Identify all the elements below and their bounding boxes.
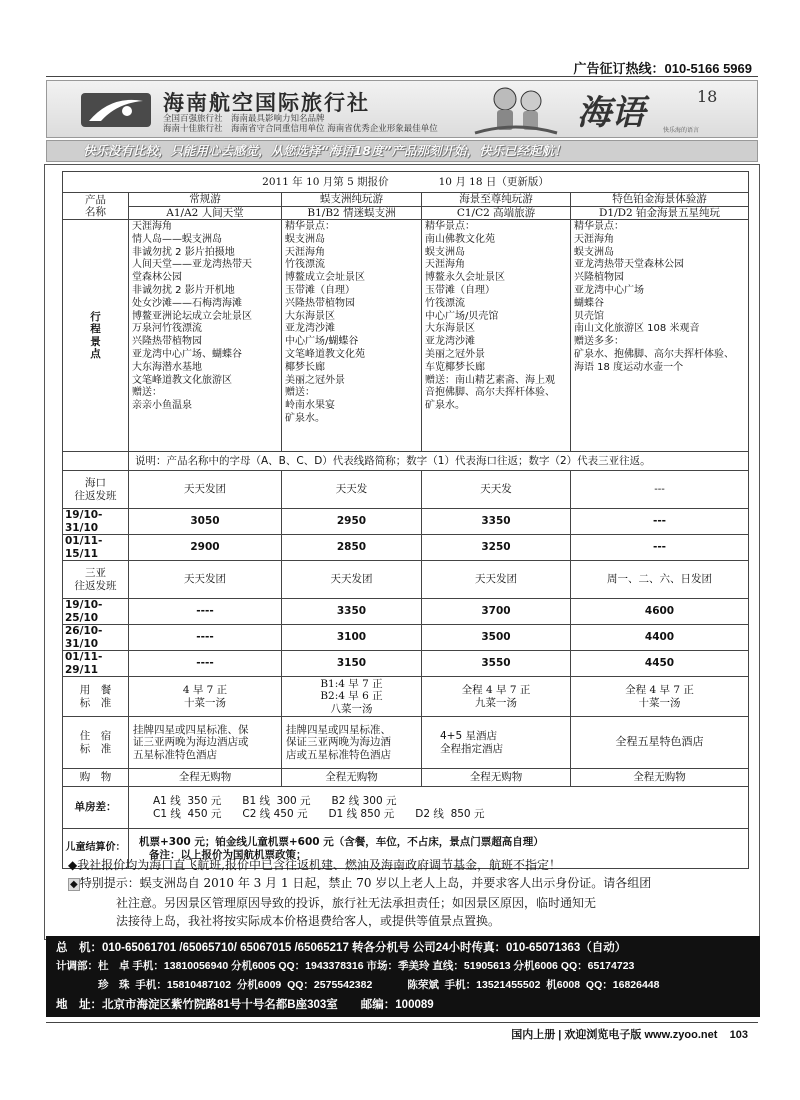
list-item: 兴隆植物园	[574, 272, 624, 284]
notice-special: ◆ 特别提示：蜈支洲岛自 2010 年 3 月 1 日起，禁止 70 岁以上老人上岛，并要求客人出示身份证。请各组团	[70, 876, 652, 890]
itinerary-d	[571, 220, 749, 452]
list-item: 矿泉水、抱佛脚、高尔夫挥杆体验、	[574, 348, 734, 360]
list-item: 博鳌永久会址景区	[425, 272, 505, 284]
product-name-a: A1/A2 人间天堂	[129, 206, 282, 220]
product-name-d: D1/D2 铂金海景五星纯玩	[571, 206, 749, 220]
mascot-kids-icon	[465, 83, 565, 137]
contact-switchboard: 总 机：010-65061701 /65065710/ 65067015 /65065217 转各分机号 公司24小时传真：010-65071363（自动）	[56, 942, 627, 954]
meal-c: 全程 4 早 7 正 九菜一汤	[422, 677, 571, 717]
list-item: 天涯海角	[285, 246, 325, 258]
list-item: 亲亲小鱼温泉	[132, 400, 192, 412]
table-row: 01/11-15/11 2900 2850 3250 ---	[63, 535, 749, 561]
list-item: 堂森林公园	[132, 272, 182, 284]
list-item: 赠送：	[285, 387, 315, 399]
list-item: 天涯海角	[132, 221, 172, 232]
list-item: 南山佛教文化苑	[425, 233, 495, 245]
haikou-schedule-b: 天天发	[282, 471, 422, 509]
table-row: 19/10-25/10 ---- 3350 3700 4600	[63, 599, 749, 625]
list-item: 海语 18 度运动水壶一个	[574, 361, 684, 373]
list-item: 椰梦长廊	[285, 361, 325, 373]
list-item: 亚龙湾中心广场、蝴蝶谷	[132, 348, 242, 360]
list-item: 赠送：	[132, 387, 162, 399]
category-b: 蜈支洲纯玩游	[282, 193, 422, 207]
list-item: 大东海景区	[425, 323, 475, 335]
footer-divider	[46, 1022, 758, 1023]
list-item: 玉带滩（自理）	[425, 284, 495, 296]
list-item: 兴隆热带植物园	[132, 336, 202, 348]
list-item: 竹筏漂流	[285, 259, 325, 271]
stay-b: 挂牌四星或四星标准、 保证三亚两晚为海边酒 店或五星标准特色酒店	[282, 717, 422, 769]
category-d: 特色铂金海景体验游	[571, 193, 749, 207]
sanya-schedule-a: 天天发团	[129, 561, 282, 599]
list-item: 亚龙湾沙滩	[285, 323, 335, 335]
list-item: 美丽之冠外景	[285, 374, 345, 386]
sanya-departure-label: 三亚 往返发班	[63, 561, 129, 599]
list-item: 美丽之冠外景	[425, 348, 485, 360]
list-item: 蜈支洲岛	[285, 233, 325, 245]
list-item: 矿泉水。	[425, 400, 465, 412]
agency-logo-icon	[81, 91, 155, 129]
table-title: 2011 年 10 月第 5 期报价 10 月 18 日（更新版）	[63, 172, 749, 193]
list-item: 蜈支洲岛	[574, 246, 614, 258]
list-item: 音抱佛脚、高尔夫挥杆体验、	[425, 387, 555, 399]
haiyu-logo-number: 18	[697, 87, 718, 106]
product-label: 产品 名称	[63, 193, 129, 220]
list-item: 中心广场/蝴蝶谷	[285, 336, 359, 348]
agency-honors: 全国百强旅行社 海南最具影响力知名品牌 海南十佳旅行社 海南省守合同重信用单位 海南省优秀企业形象最佳单位	[163, 114, 438, 134]
sanya-schedule-b: 天天发团	[282, 561, 422, 599]
shopping-c: 全程无购物	[422, 769, 571, 787]
single-supplement-label: 单房差：	[63, 787, 129, 829]
meal-b: B1:4 早 7 正 B2:4 早 6 正 八菜一汤	[282, 677, 422, 717]
list-item: 亚龙湾中心广场	[574, 284, 644, 296]
table-row: 19/10-31/10 3050 2950 3350 ---	[63, 509, 749, 535]
itinerary-b	[282, 220, 422, 452]
list-item: 精华景点：	[285, 221, 335, 232]
list-item: 情人岛——蜈支洲岛	[132, 233, 222, 245]
haikou-departure-label: 海口 往返发班	[63, 471, 129, 509]
stay-c: 4+5 星酒店 全程指定酒店	[422, 717, 571, 769]
notice-block	[68, 856, 748, 930]
sanya-schedule-d: 周一、二、六、日发团	[571, 561, 749, 599]
stay-a: 挂牌四星或四星标准、保 证三亚两晚为海边酒店或 五星标准特色酒店	[129, 717, 282, 769]
list-item: 岭南水果宴	[285, 400, 335, 412]
list-item: 文笔峰道教文化苑	[285, 348, 365, 360]
list-item: 竹筏漂流	[425, 297, 465, 309]
meal-a: 4 早 7 正 十菜一汤	[129, 677, 282, 717]
haikou-schedule-c: 天天发	[422, 471, 571, 509]
shopping-b: 全程无购物	[282, 769, 422, 787]
list-item: 天涯海角	[425, 259, 465, 271]
itinerary-c	[422, 220, 571, 452]
haikou-schedule-d: ---	[571, 471, 749, 509]
price-table	[62, 171, 749, 869]
list-item: 车览椰梦长廊	[425, 361, 485, 373]
itinerary-a	[129, 220, 282, 452]
notice-special-cont2: 法接待上岛，我社将按实际成本价格退费给客人，或提供等值景点置换。	[116, 914, 501, 928]
list-item: 非诚勿扰 2 影片开机地	[132, 284, 235, 296]
list-item: 矿泉水。	[285, 412, 325, 424]
list-item: 蝴蝶谷	[574, 297, 604, 309]
contact-block	[46, 936, 760, 1017]
product-name-b: B1/B2 情迷蜈支洲	[282, 206, 422, 220]
ad-hotline: 广告征订热线：010-5166 5969	[573, 61, 752, 76]
table-row: 01/11-29/11 ---- 3150 3550 4450	[63, 651, 749, 677]
table-row: 26/10-31/10 ---- 3100 3500 4400	[63, 625, 749, 651]
top-divider	[46, 76, 758, 77]
list-item: 赠送：南山精艺素斋、海上观	[425, 374, 555, 386]
list-item: 天涯海角	[574, 233, 614, 245]
list-item: 非诚勿扰 2 影片拍摄地	[132, 246, 235, 258]
haikou-schedule-a: 天天发团	[129, 471, 282, 509]
list-item: 文笔峰道教文化旅游区	[132, 374, 232, 386]
list-item: 万泉河竹筏漂流	[132, 323, 202, 335]
list-item: 精华景点：	[574, 221, 624, 232]
haiyu-tagline: 快乐海的语言	[663, 127, 700, 134]
meal-d: 全程 4 早 7 正 十菜一汤	[571, 677, 749, 717]
contact-planning-2: 珍 珠 手机：15810487102 分机6009 QQ：2575542382 陈荣斌 手机：13521455502 机6008 QQ：16826448	[56, 979, 660, 991]
shopping-d: 全程无购物	[571, 769, 749, 787]
category-c: 海景至尊纯玩游	[422, 193, 571, 207]
sanya-schedule-c: 天天发团	[422, 561, 571, 599]
notice-flight: ◆我社报价均为海口直飞航班,报价中已含往返机建、燃油及海南政府调节基金，航班不指定！	[68, 858, 562, 872]
list-item: 赠送多多：	[574, 336, 624, 348]
agency-name: 海南航空国际旅行社	[163, 91, 370, 115]
shopping-label: 购 物	[63, 769, 129, 787]
child-price: 机票+300 元；铂金线儿童机票+600 元（含餐，车位，不占床，景点门票超高自理） 备注：以上报价为国航机票政策；	[129, 829, 749, 869]
shopping-a: 全程无购物	[129, 769, 282, 787]
product-note: 说明：产品名称中的字母（A、B、C、D）代表线路简称；数字（1）代表海口往返；数字（2）代表三亚往返。	[129, 452, 749, 471]
product-name-c: C1/C2 高端旅游	[422, 206, 571, 220]
notice-special-cont: 社注意。另因景区管理原因导致的投诉，旅行社无法承担责任；如因景区原因，临时通知无	[116, 896, 597, 910]
list-item: 亚龙湾热带天堂森林公园	[574, 259, 684, 271]
stay-label: 住 宿 标 准	[63, 717, 129, 769]
list-item: 处女沙滩——石梅湾海滩	[132, 297, 242, 309]
haiyu-logo: 海语	[577, 93, 645, 133]
slogan-bar: 快乐没有比较，只能用心去感觉，从您选择“海语18度”产品那刻开始，快乐已经起航！	[46, 140, 758, 162]
contact-planning-1: 计调部：杜 卓 手机：13810056940 分机6005 QQ：1943378316 市场：季美玲 直线：51905613 分机6006 QQ：65174723	[56, 960, 635, 972]
category-a: 常规游	[129, 193, 282, 207]
agency-banner	[46, 80, 758, 138]
list-item: 中心广场/贝壳馆	[425, 310, 499, 322]
contact-address: 地 址：北京市海淀区紫竹院路81号十号名都B座303室 邮编：100089	[56, 999, 434, 1011]
child-price-label: 儿童结算价：	[63, 829, 129, 869]
list-item: 大东海景区	[285, 310, 335, 322]
list-item: 兴隆热带植物园	[285, 297, 355, 309]
list-item: 南山文化旅游区 108 米观音	[574, 323, 700, 335]
list-item: 人间天堂——亚龙湾热带天	[132, 259, 252, 271]
page-footer: 国内上册 | 欢迎浏览电子版 www.zyoo.net 103	[511, 1029, 748, 1041]
list-item: 玉带滩（自理）	[285, 284, 355, 296]
list-item: 大东海潜水基地	[132, 361, 202, 373]
list-item: 蜈支洲岛	[425, 246, 465, 258]
stay-d: 全程五星特色酒店	[571, 717, 749, 769]
list-item: 博鳌亚洲论坛成立会址景区	[132, 310, 252, 322]
single-supplement: A1 线 350 元 B1 线 300 元 B2 线 300 元 C1 线 450 元 C2 线 450 元 D1 线 850 元 D2 线 850 元	[129, 787, 749, 829]
list-item: 博鳌成立会址景区	[285, 272, 365, 284]
list-item: 亚龙湾沙滩	[425, 336, 475, 348]
meal-label: 用 餐 标 准	[63, 677, 129, 717]
list-item: 贝壳馆	[574, 310, 604, 322]
itinerary-label: 行 程 景 点	[63, 220, 129, 452]
list-item: 精华景点：	[425, 221, 475, 232]
